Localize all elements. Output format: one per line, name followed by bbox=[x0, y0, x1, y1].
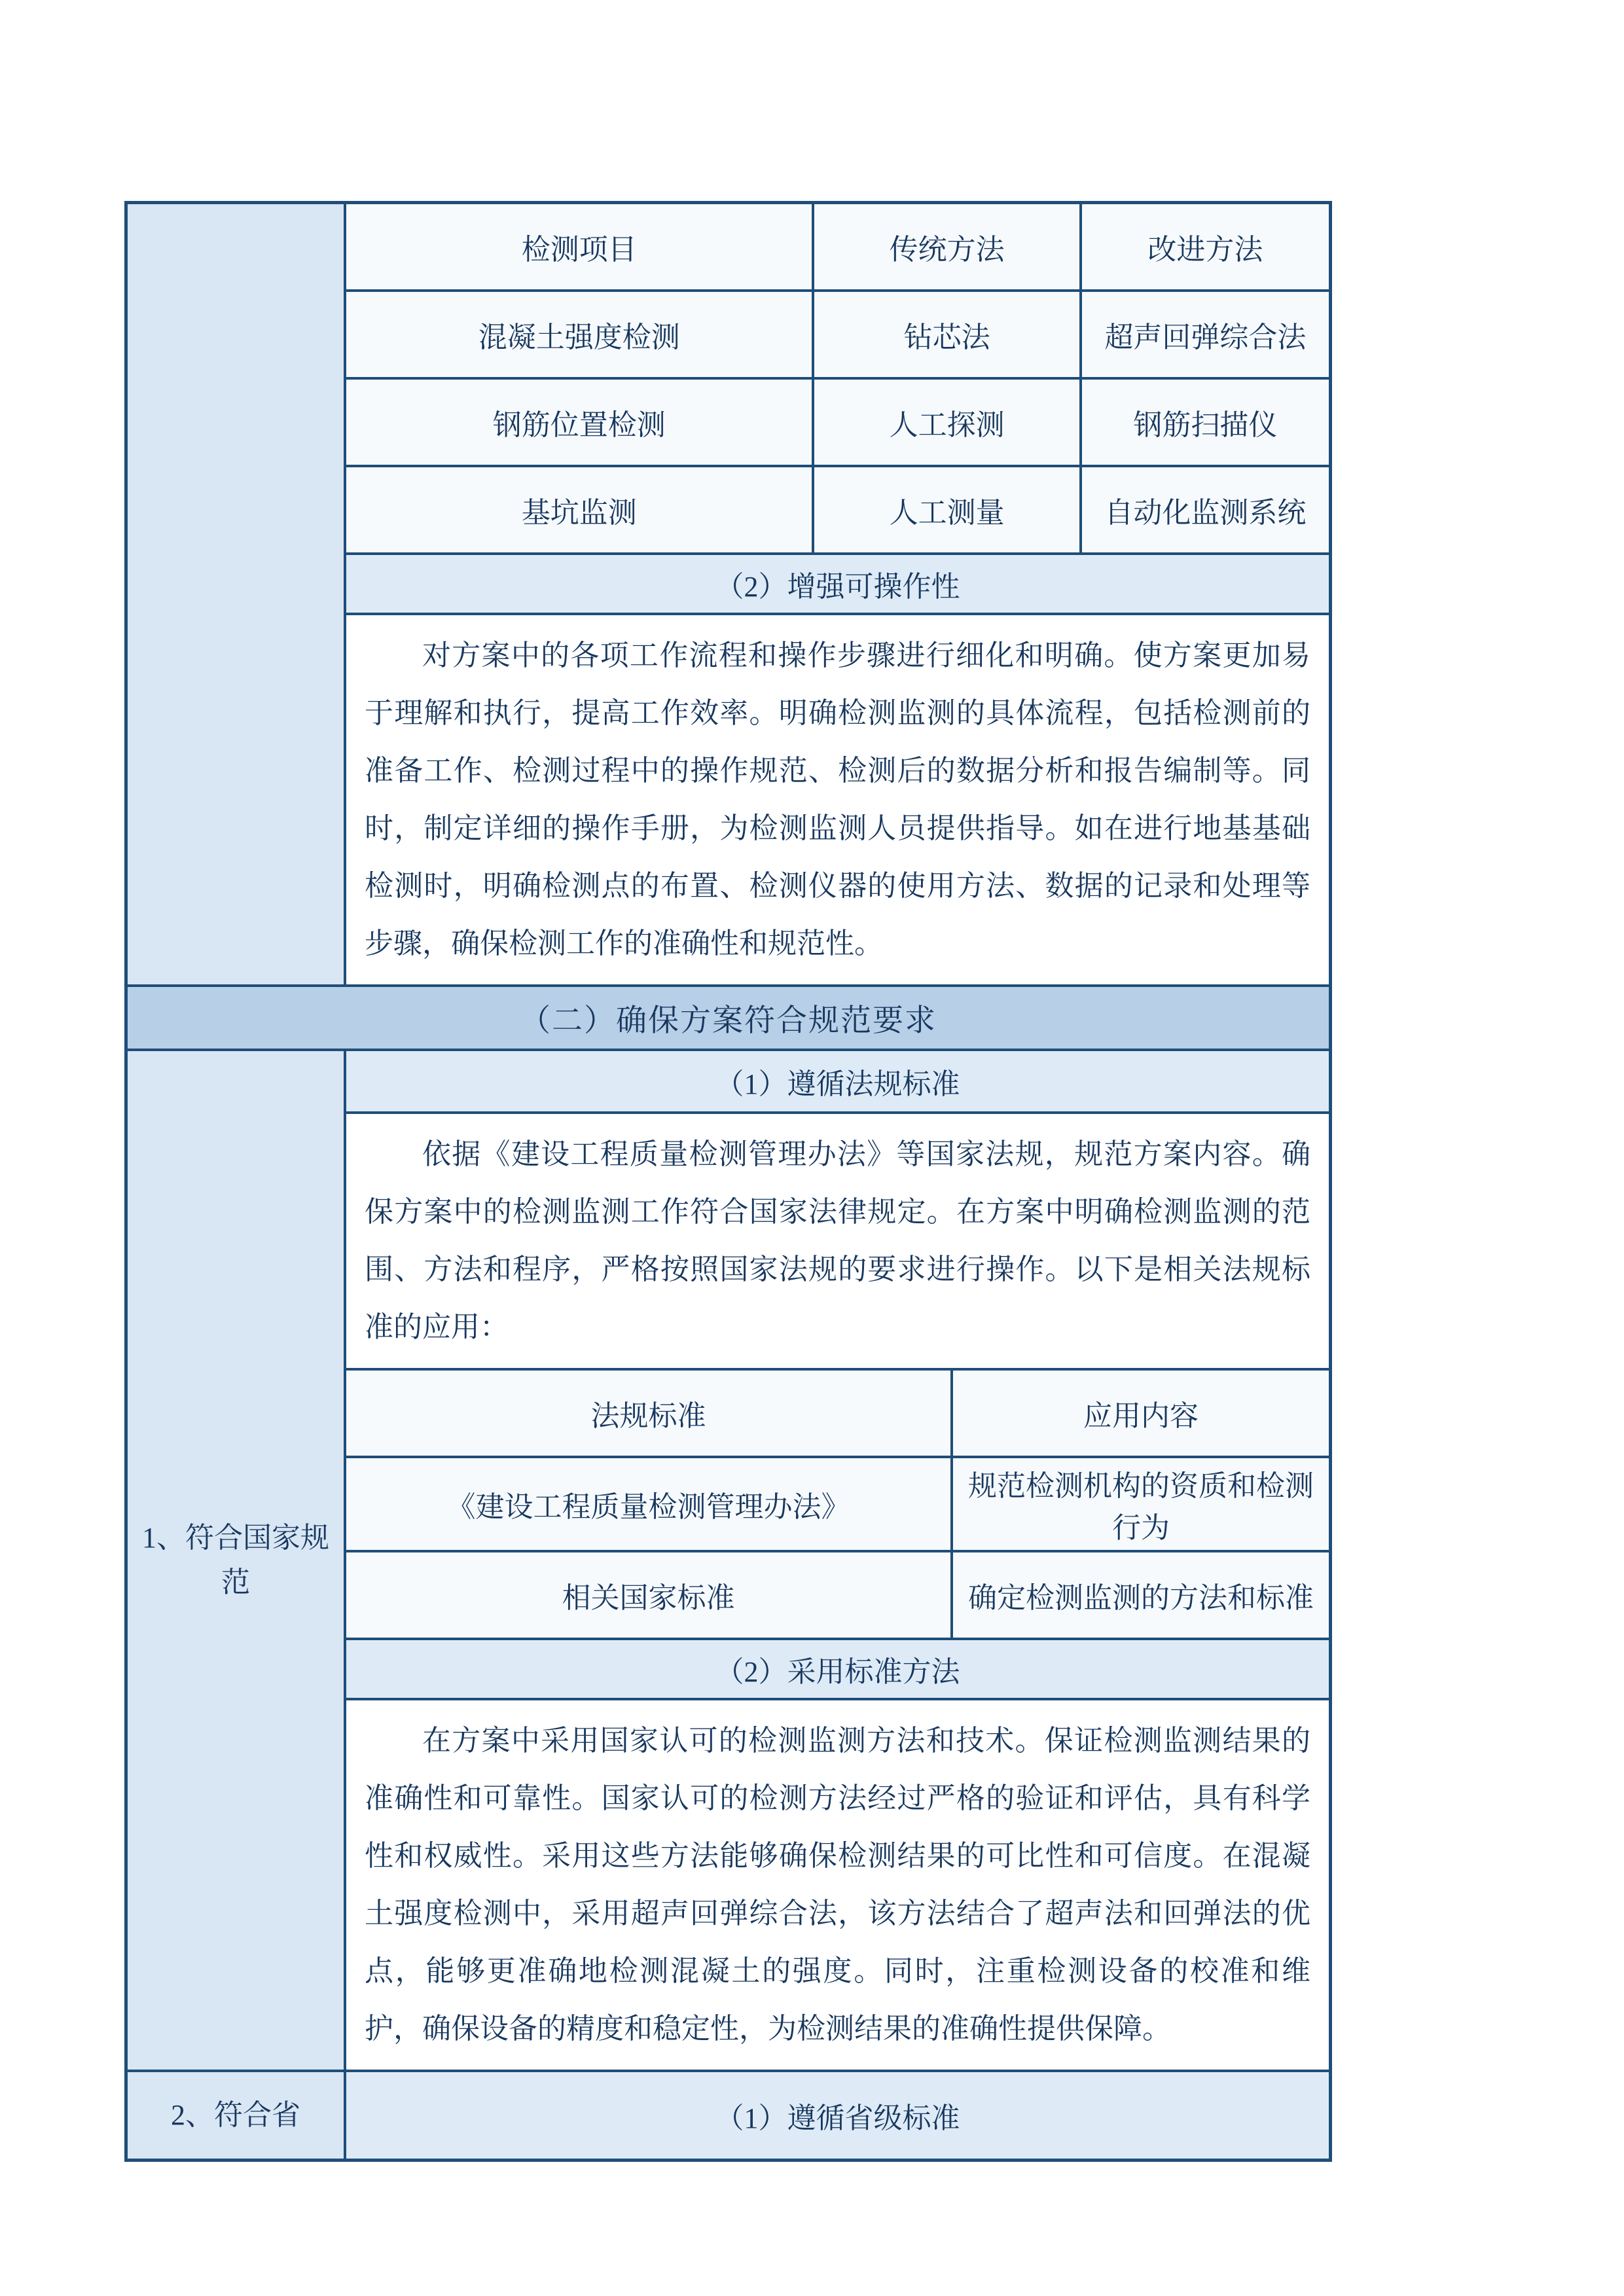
section1-content bbox=[344, 204, 1329, 984]
table-cell: 混凝土强度检测 bbox=[346, 292, 812, 377]
methods-header-improved: 改进方法 bbox=[1079, 204, 1329, 289]
section-header-compliance: （二）确保方案符合规范要求 bbox=[128, 984, 1329, 1049]
row-label-national-standards: 1、符合国家规范 bbox=[128, 1051, 344, 2070]
subsection-header-standard-methods: （2）采用标准方法 bbox=[346, 1638, 1329, 1698]
table-row bbox=[346, 465, 1329, 552]
methods-header-traditional: 传统方法 bbox=[812, 204, 1079, 289]
main-table bbox=[124, 201, 1332, 2162]
national-standards-content bbox=[344, 1051, 1329, 2070]
paragraph-standard-methods: 在方案中采用国家认可的检测监测方法和技术。保证检测监测结果的准确性和可靠性。国家认可的检测方法经过严格的验证和评估，具有科学性和权威性。采用这些方法能够确保检测结果的可比性和可信度。在混凝土强度检测中，采用超声回弹综合法，该方法结合了超声法和回弹法的优点，能够更准确地检测混凝土的强度。同时，注重检测设备的校准和维护，确保设备的精度和稳定性，为检测结果的准确性提供保障。 bbox=[346, 1698, 1329, 2070]
table-cell: 确定检测监测的方法和标准 bbox=[950, 1552, 1329, 1638]
table-cell: 钢筋扫描仪 bbox=[1079, 380, 1329, 465]
row-label-empty bbox=[128, 204, 344, 984]
table-row bbox=[346, 377, 1329, 465]
regulations-table bbox=[346, 1368, 1329, 1638]
subsection-header-operability: （2）增强可操作性 bbox=[346, 552, 1329, 613]
methods-header-row bbox=[346, 204, 1329, 289]
subsection-header-provincial: （1）遵循省级标准 bbox=[346, 2072, 1329, 2159]
regulations-header-standard: 法规标准 bbox=[346, 1371, 950, 1456]
subsection-header-regulations: （1）遵循法规标准 bbox=[346, 1051, 1329, 1111]
table-cell: 超声回弹综合法 bbox=[1079, 292, 1329, 377]
table-cell: 相关国家标准 bbox=[346, 1552, 950, 1638]
table-cell: 规范检测机构的资质和检测行为 bbox=[950, 1458, 1329, 1550]
table-cell: 人工探测 bbox=[812, 380, 1079, 465]
table-row bbox=[346, 1550, 1329, 1638]
table-cell: 钢筋位置检测 bbox=[346, 380, 812, 465]
table-row bbox=[346, 289, 1329, 377]
table-cell: 自动化监测系统 bbox=[1079, 467, 1329, 552]
paragraph-operability: 对方案中的各项工作流程和操作步骤进行细化和明确。使方案更加易于理解和执行，提高工作效率。明确检测监测的具体流程，包括检测前的准备工作、检测过程中的操作规范、检测后的数据分析和报告编制等。同时，制定详细的操作手册，为检测监测人员提供指导。如在进行地基基础检测时，明确检测点的布置、检测仪器的使用方法、数据的记录和处理等步骤，确保检测工作的准确性和规范性。 bbox=[346, 613, 1329, 984]
regulations-header-application: 应用内容 bbox=[950, 1371, 1329, 1456]
table-cell: 《建设工程质量检测管理办法》 bbox=[346, 1458, 950, 1550]
table-cell: 钻芯法 bbox=[812, 292, 1079, 377]
table-row-provincial-standards bbox=[128, 2070, 1329, 2159]
paragraph-regulations: 依据《建设工程质量检测管理办法》等国家法规，规范方案内容。确保方案中的检测监测工作符合国家法律规定。在方案中明确检测监测的范围、方法和程序，严格按照国家法规的要求进行操作。以下是相关法规标准的应用： bbox=[346, 1111, 1329, 1368]
table-cell: 人工测量 bbox=[812, 467, 1079, 552]
row-label-provincial-standards: 2、符合省 bbox=[128, 2072, 344, 2159]
table-row-section1 bbox=[128, 204, 1329, 984]
methods-table bbox=[346, 204, 1329, 552]
table-row-national-standards bbox=[128, 1049, 1329, 2070]
regulations-header-row bbox=[346, 1371, 1329, 1456]
table-cell: 基坑监测 bbox=[346, 467, 812, 552]
methods-header-item: 检测项目 bbox=[346, 204, 812, 289]
table-row bbox=[346, 1456, 1329, 1550]
provincial-standards-content bbox=[344, 2072, 1329, 2159]
